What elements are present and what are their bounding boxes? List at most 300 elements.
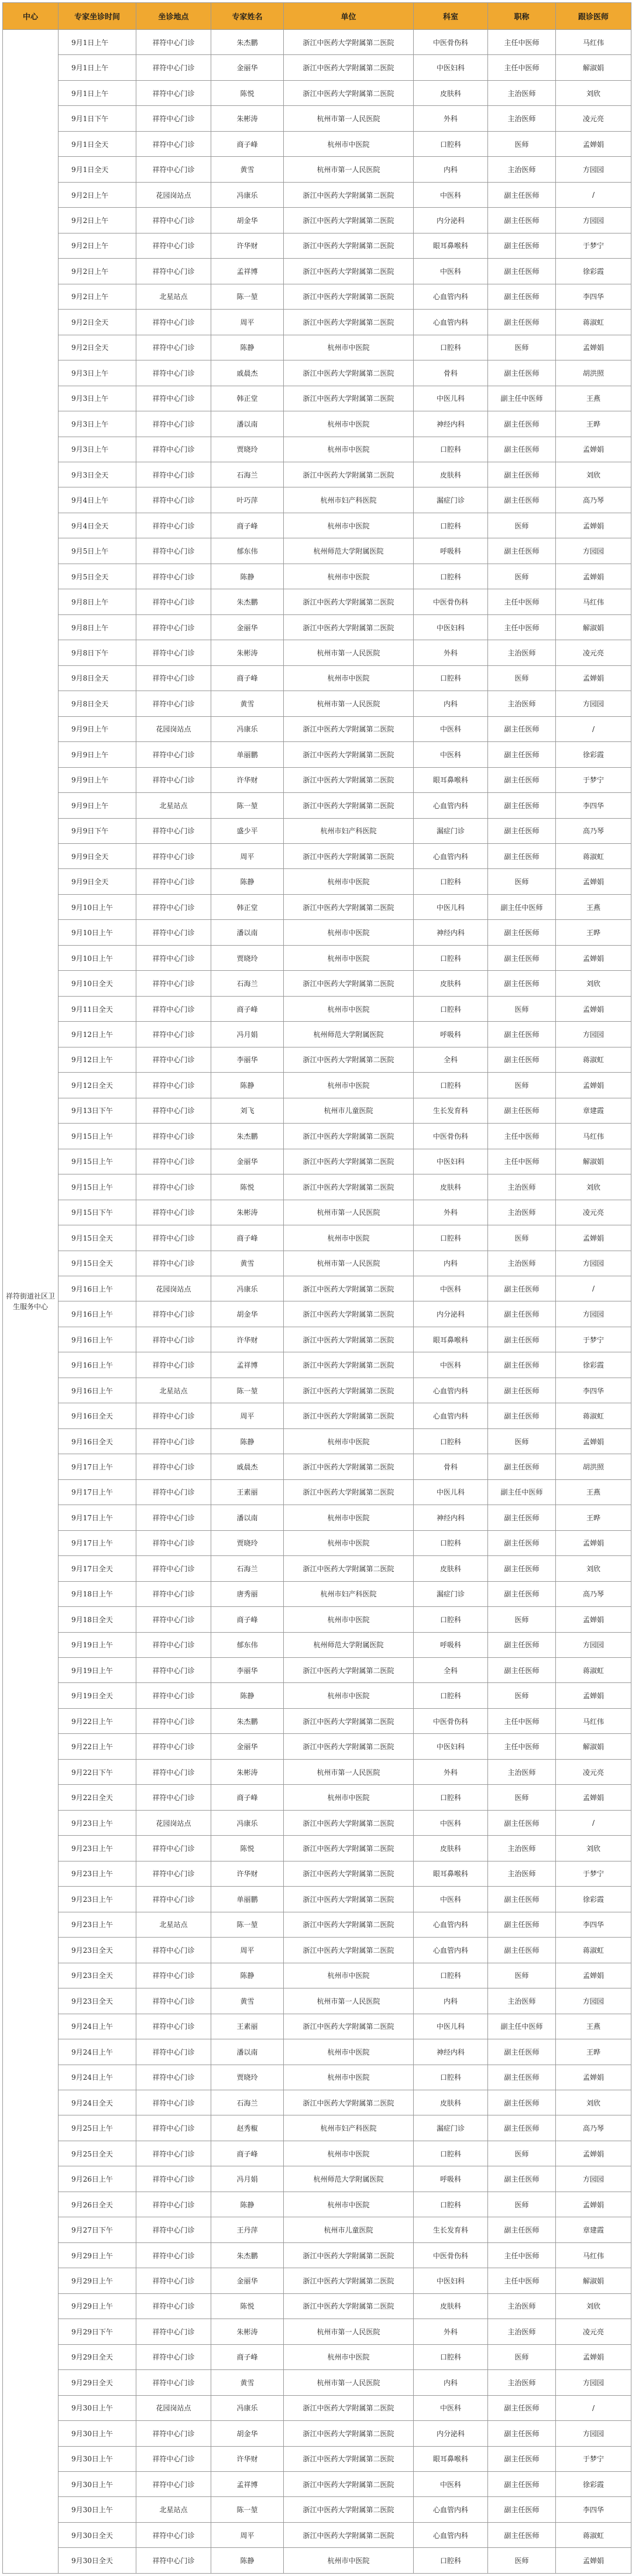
cell-location: 祥符中心门诊 (136, 2014, 211, 2039)
cell-time: 9月29日全天 (59, 2370, 136, 2395)
table-row (3, 1352, 631, 1378)
cell-time: 9月18日全天 (59, 1607, 136, 1632)
table-row (3, 665, 631, 691)
cell-location: 祥符中心门诊 (136, 411, 211, 437)
schedule-body (3, 30, 631, 2574)
cell-doctor: 马红伟 (556, 1708, 631, 1733)
cell-doctor: 于梦宁 (556, 767, 631, 792)
cell-time: 9月12日上午 (59, 1022, 136, 1047)
cell-dept: 呼吸科 (414, 1022, 488, 1047)
cell-dept: 全科 (414, 1658, 488, 1683)
table-row (3, 1479, 631, 1505)
cell-title: 主任中医师 (488, 1708, 556, 1733)
table-row (3, 1556, 631, 1581)
cell-doctor: 蒋淑虹 (556, 1938, 631, 1963)
cell-dept: 心血管内科 (414, 2522, 488, 2547)
cell-time: 9月5日全天 (59, 564, 136, 589)
table-row (3, 106, 631, 131)
cell-title: 主任中医师 (488, 1149, 556, 1174)
cell-unit: 浙江中医药大学附属第二医院 (284, 1734, 414, 1759)
cell-time: 9月3日上午 (59, 386, 136, 411)
cell-expert: 韩正堂 (211, 386, 284, 411)
cell-location: 祥符中心门诊 (136, 564, 211, 589)
cell-location: 祥符中心门诊 (136, 1352, 211, 1378)
cell-unit: 浙江中医药大学附属第二医院 (284, 1912, 414, 1937)
cell-expert: 冯康乐 (211, 2395, 284, 2420)
cell-title: 主治医师 (488, 1836, 556, 1861)
cell-expert: 冯康乐 (211, 182, 284, 207)
cell-unit: 杭州市中医院 (284, 1505, 414, 1530)
cell-title: 副主任医师 (488, 2115, 556, 2141)
cell-location: 北星站点 (136, 793, 211, 818)
table-row (3, 2522, 631, 2547)
cell-dept: 眼耳鼻喉科 (414, 767, 488, 792)
cell-dept: 神经内科 (414, 1505, 488, 1530)
cell-title: 副主任医师 (488, 742, 556, 767)
cell-dept: 外科 (414, 106, 488, 131)
cell-dept: 口腔科 (414, 1785, 488, 1810)
table-row (3, 487, 631, 513)
cell-time: 9月29日下午 (59, 2319, 136, 2344)
table-row (3, 2014, 631, 2039)
cell-dept: 漏症门诊 (414, 1581, 488, 1606)
cell-expert: 王素丽 (211, 2014, 284, 2039)
table-row (3, 1938, 631, 1963)
table-row (3, 1022, 631, 1047)
header-doctor: 跟诊医师 (556, 3, 631, 30)
cell-location: 祥符中心门诊 (136, 1581, 211, 1606)
cell-location: 祥符中心门诊 (136, 2065, 211, 2090)
cell-title: 主任中医师 (488, 55, 556, 80)
cell-unit: 杭州市第一人民医院 (284, 1988, 414, 2014)
cell-expert: 陈静 (211, 1428, 284, 1454)
table-row (3, 1149, 631, 1174)
cell-dept: 口腔科 (414, 1683, 488, 1708)
cell-expert: 陈静 (211, 2192, 284, 2217)
cell-location: 祥符中心门诊 (136, 538, 211, 564)
cell-title: 主任中医师 (488, 2242, 556, 2268)
cell-time: 9月29日全天 (59, 2344, 136, 2369)
cell-time: 9月1日下午 (59, 106, 136, 131)
cell-dept: 皮肤科 (414, 2293, 488, 2319)
cell-doctor: / (556, 1810, 631, 1835)
cell-title: 副主任医师 (488, 2039, 556, 2065)
table-row (3, 1530, 631, 1555)
cell-title: 医师 (488, 335, 556, 360)
cell-time: 9月15日全天 (59, 1225, 136, 1251)
cell-title: 主治医师 (488, 1200, 556, 1225)
cell-doctor: 方园园 (556, 691, 631, 716)
cell-unit: 杭州市第一人民医院 (284, 1759, 414, 1784)
cell-dept: 中医骨伤科 (414, 30, 488, 55)
cell-dept: 口腔科 (414, 1963, 488, 1988)
cell-doctor: 凌元亮 (556, 640, 631, 665)
cell-doctor: 高乃琴 (556, 487, 631, 513)
cell-unit: 浙江中医药大学附属第二医院 (284, 1124, 414, 1149)
table-row (3, 2192, 631, 2217)
cell-expert: 陈悦 (211, 1174, 284, 1200)
cell-doctor: 李四华 (556, 1378, 631, 1403)
cell-title: 副主任医师 (488, 1912, 556, 1937)
cell-title: 副主任医师 (488, 259, 556, 284)
cell-dept: 呼吸科 (414, 1632, 488, 1657)
cell-title: 医师 (488, 1073, 556, 1098)
cell-unit: 杭州市中医院 (284, 1683, 414, 1708)
cell-location: 祥符中心门诊 (136, 157, 211, 182)
cell-time: 9月23日全天 (59, 1963, 136, 1988)
cell-time: 9月30日上午 (59, 2497, 136, 2522)
cell-title: 主治医师 (488, 1174, 556, 1200)
cell-dept: 神经内科 (414, 2039, 488, 2065)
cell-dept: 口腔科 (414, 1428, 488, 1454)
cell-dept: 口腔科 (414, 1530, 488, 1555)
cell-doctor: 方园园 (556, 1301, 631, 1327)
table-row (3, 1073, 631, 1098)
cell-doctor: 刘欣 (556, 1556, 631, 1581)
cell-title: 副主任医师 (488, 945, 556, 970)
cell-unit: 浙江中医药大学附属第二医院 (284, 284, 414, 309)
cell-location: 祥符中心门诊 (136, 2421, 211, 2446)
cell-unit: 浙江中医药大学附属第二医院 (284, 716, 414, 741)
cell-unit: 浙江中医药大学附属第二医院 (284, 1861, 414, 1886)
cell-doctor: 刘欣 (556, 462, 631, 487)
cell-time: 9月25日全天 (59, 2141, 136, 2166)
table-row (3, 2344, 631, 2369)
cell-unit: 杭州市第一人民医院 (284, 106, 414, 131)
cell-unit: 浙江中医药大学附属第二医院 (284, 589, 414, 614)
cell-time: 9月1日上午 (59, 80, 136, 105)
cell-unit: 杭州市中医院 (284, 131, 414, 156)
cell-dept: 口腔科 (414, 2192, 488, 2217)
cell-doctor: 蒋淑虹 (556, 1047, 631, 1072)
cell-time: 9月23日上午 (59, 1861, 136, 1886)
cell-doctor: 刘欣 (556, 1836, 631, 1861)
cell-time: 9月4日上午 (59, 487, 136, 513)
cell-dept: 心血管内科 (414, 844, 488, 869)
cell-unit: 浙江中医药大学附属第二医院 (284, 1887, 414, 1912)
table-row (3, 1505, 631, 1530)
cell-location: 祥符中心门诊 (136, 589, 211, 614)
cell-title: 副主任医师 (488, 844, 556, 869)
cell-title: 医师 (488, 1428, 556, 1454)
cell-expert: 胡金华 (211, 2421, 284, 2446)
table-row (3, 1403, 631, 1428)
cell-unit: 杭州市中医院 (284, 945, 414, 970)
cell-dept: 口腔科 (414, 2344, 488, 2369)
table-row (3, 1759, 631, 1784)
cell-dept: 骨科 (414, 1454, 488, 1479)
cell-unit: 杭州市中医院 (284, 1963, 414, 1988)
cell-doctor: 孟婵娟 (556, 1963, 631, 1988)
cell-time: 9月29日上午 (59, 2242, 136, 2268)
table-row (3, 2497, 631, 2522)
table-row (3, 1683, 631, 1708)
cell-time: 9月1日上午 (59, 30, 136, 55)
cell-expert: 陈静 (211, 1073, 284, 1098)
cell-location: 祥符中心门诊 (136, 310, 211, 335)
table-row (3, 1174, 631, 1200)
cell-location: 祥符中心门诊 (136, 2319, 211, 2344)
cell-unit: 浙江中医药大学附属第二医院 (284, 1658, 414, 1683)
cell-location: 祥符中心门诊 (136, 513, 211, 538)
cell-unit: 浙江中医药大学附属第二医院 (284, 2268, 414, 2293)
cell-location: 祥符中心门诊 (136, 1658, 211, 1683)
cell-unit: 浙江中医药大学附属第二医院 (284, 259, 414, 284)
cell-unit: 浙江中医药大学附属第二医院 (284, 1403, 414, 1428)
cell-location: 祥符中心门诊 (136, 2115, 211, 2141)
cell-doctor: 王燕 (556, 1479, 631, 1505)
cell-unit: 浙江中医药大学附属第二医院 (284, 1378, 414, 1403)
cell-dept: 中医骨伤科 (414, 2242, 488, 2268)
cell-time: 9月22日上午 (59, 1734, 136, 1759)
cell-expert: 单丽鹏 (211, 742, 284, 767)
cell-title: 副主任医师 (488, 971, 556, 996)
cell-doctor: 徐彩霞 (556, 1887, 631, 1912)
schedule-table (2, 2, 631, 2574)
table-row (3, 131, 631, 156)
cell-dept: 呼吸科 (414, 2166, 488, 2192)
cell-time: 9月15日下午 (59, 1200, 136, 1225)
table-row (3, 971, 631, 996)
cell-title: 主任中医师 (488, 1124, 556, 1149)
cell-time: 9月9日上午 (59, 742, 136, 767)
cell-location: 祥符中心门诊 (136, 2141, 211, 2166)
cell-unit: 浙江中医药大学附属第二医院 (284, 1301, 414, 1327)
cell-location: 北星站点 (136, 2497, 211, 2522)
cell-time: 9月15日上午 (59, 1124, 136, 1149)
cell-expert: 冯康乐 (211, 716, 284, 741)
cell-unit: 浙江中医药大学附属第二医院 (284, 1556, 414, 1581)
cell-location: 花园岗站点 (136, 1810, 211, 1835)
cell-time: 9月23日上午 (59, 1887, 136, 1912)
cell-dept: 中医妇科 (414, 1149, 488, 1174)
cell-location: 祥符中心门诊 (136, 106, 211, 131)
cell-dept: 中医科 (414, 182, 488, 207)
cell-doctor: 孟婵娟 (556, 1073, 631, 1098)
cell-time: 9月15日全天 (59, 1251, 136, 1276)
table-row (3, 614, 631, 640)
cell-doctor: 解淑娟 (556, 614, 631, 640)
cell-time: 9月30日上午 (59, 2395, 136, 2420)
table-row (3, 55, 631, 80)
cell-location: 祥符中心门诊 (136, 462, 211, 487)
cell-time: 9月30日全天 (59, 2522, 136, 2547)
cell-unit: 杭州市中医院 (284, 564, 414, 589)
cell-time: 9月22日下午 (59, 1759, 136, 1784)
cell-doctor: 章建霞 (556, 1098, 631, 1123)
cell-unit: 杭州市中医院 (284, 437, 414, 462)
table-row (3, 2141, 631, 2166)
cell-dept: 皮肤科 (414, 2090, 488, 2115)
cell-time: 9月3日上午 (59, 411, 136, 437)
cell-title: 医师 (488, 996, 556, 1021)
cell-doctor: 王燕 (556, 2014, 631, 2039)
cell-dept: 骨科 (414, 360, 488, 386)
cell-location: 祥符中心门诊 (136, 894, 211, 919)
cell-time: 9月10日上午 (59, 945, 136, 970)
cell-doctor: 马红伟 (556, 2242, 631, 2268)
table-row (3, 640, 631, 665)
cell-title: 副主任医师 (488, 1556, 556, 1581)
cell-dept: 中医骨伤科 (414, 1708, 488, 1733)
cell-dept: 中医科 (414, 2395, 488, 2420)
cell-unit: 浙江中医药大学附属第二医院 (284, 80, 414, 105)
cell-title: 副主任医师 (488, 1022, 556, 1047)
cell-dept: 口腔科 (414, 513, 488, 538)
cell-time: 9月23日上午 (59, 1912, 136, 1937)
cell-dept: 漏症门诊 (414, 487, 488, 513)
table-row (3, 945, 631, 970)
cell-title: 副主任医师 (488, 2421, 556, 2446)
cell-title: 副主任医师 (488, 2472, 556, 2497)
cell-expert: 金丽华 (211, 1149, 284, 1174)
cell-doctor: 刘欣 (556, 2090, 631, 2115)
cell-time: 9月26日全天 (59, 2192, 136, 2217)
cell-doctor: 方园园 (556, 1988, 631, 2014)
cell-doctor: 孟婵娟 (556, 945, 631, 970)
cell-unit: 杭州市妇产科医院 (284, 1581, 414, 1606)
cell-expert: 许华财 (211, 767, 284, 792)
cell-location: 祥符中心门诊 (136, 640, 211, 665)
cell-location: 祥符中心门诊 (136, 920, 211, 945)
cell-title: 医师 (488, 2548, 556, 2574)
cell-time: 9月2日上午 (59, 233, 136, 258)
cell-expert: 陈静 (211, 1683, 284, 1708)
cell-time: 9月25日上午 (59, 2115, 136, 2141)
cell-expert: 戚晨杰 (211, 360, 284, 386)
table-row (3, 2472, 631, 2497)
cell-unit: 浙江中医药大学附属第二医院 (284, 2242, 414, 2268)
cell-title: 副主任医师 (488, 1378, 556, 1403)
cell-dept: 外科 (414, 640, 488, 665)
cell-expert: 石海兰 (211, 462, 284, 487)
cell-title: 副主任医师 (488, 538, 556, 564)
cell-time: 9月17日上午 (59, 1479, 136, 1505)
cell-title: 副主任医师 (488, 1301, 556, 1327)
cell-expert: 金丽华 (211, 55, 284, 80)
table-row (3, 462, 631, 487)
cell-unit: 杭州市中医院 (284, 2039, 414, 2065)
cell-time: 9月2日全天 (59, 335, 136, 360)
cell-location: 祥符中心门诊 (136, 614, 211, 640)
cell-time: 9月30日上午 (59, 2472, 136, 2497)
cell-location: 祥符中心门诊 (136, 742, 211, 767)
cell-time: 9月9日全天 (59, 869, 136, 894)
table-row (3, 2217, 631, 2242)
cell-location: 祥符中心门诊 (136, 1327, 211, 1352)
cell-dept: 漏症门诊 (414, 2115, 488, 2141)
cell-location: 祥符中心门诊 (136, 945, 211, 970)
cell-time: 9月24日上午 (59, 2065, 136, 2090)
cell-dept: 心血管内科 (414, 793, 488, 818)
cell-title: 医师 (488, 1607, 556, 1632)
cell-doctor: 徐彩霞 (556, 2472, 631, 2497)
cell-unit: 杭州市中医院 (284, 1530, 414, 1555)
table-row (3, 742, 631, 767)
cell-time: 9月17日全天 (59, 1556, 136, 1581)
cell-doctor: 凌元亮 (556, 1200, 631, 1225)
cell-doctor: 王晔 (556, 920, 631, 945)
table-row (3, 386, 631, 411)
cell-time: 9月2日上午 (59, 259, 136, 284)
cell-dept: 口腔科 (414, 2548, 488, 2574)
cell-dept: 皮肤科 (414, 462, 488, 487)
cell-expert: 朱彬涛 (211, 106, 284, 131)
cell-unit: 浙江中医药大学附属第二医院 (284, 2090, 414, 2115)
cell-location: 祥符中心门诊 (136, 1505, 211, 1530)
cell-dept: 中医儿科 (414, 894, 488, 919)
cell-location: 祥符中心门诊 (136, 386, 211, 411)
cell-unit: 杭州市中医院 (284, 869, 414, 894)
cell-time: 9月15日上午 (59, 1149, 136, 1174)
cell-expert: 朱彬涛 (211, 1200, 284, 1225)
cell-unit: 杭州市中医院 (284, 2192, 414, 2217)
table-row (3, 564, 631, 589)
cell-title: 副主任医师 (488, 1530, 556, 1555)
cell-title: 主任中医师 (488, 589, 556, 614)
cell-dept: 心血管内科 (414, 284, 488, 309)
cell-location: 祥符中心门诊 (136, 131, 211, 156)
cell-expert: 朱杰鹏 (211, 589, 284, 614)
cell-title: 医师 (488, 1963, 556, 1988)
cell-title: 副主任医师 (488, 2522, 556, 2547)
cell-expert: 商子峰 (211, 1607, 284, 1632)
table-row (3, 716, 631, 741)
cell-dept: 外科 (414, 1759, 488, 1784)
cell-dept: 口腔科 (414, 1607, 488, 1632)
cell-location: 祥符中心门诊 (136, 2522, 211, 2547)
cell-location: 祥符中心门诊 (136, 2472, 211, 2497)
cell-doctor: 李四华 (556, 793, 631, 818)
cell-doctor: 于梦宁 (556, 2446, 631, 2471)
cell-doctor: 解淑娟 (556, 1149, 631, 1174)
cell-location: 祥符中心门诊 (136, 1251, 211, 1276)
cell-title: 副主任医师 (488, 360, 556, 386)
cell-location: 祥符中心门诊 (136, 2166, 211, 2192)
cell-title: 副主任医师 (488, 1276, 556, 1301)
cell-expert: 黄雪 (211, 2370, 284, 2395)
cell-doctor: 解淑娟 (556, 55, 631, 80)
cell-unit: 杭州市第一人民医院 (284, 1200, 414, 1225)
cell-doctor: 马红伟 (556, 1124, 631, 1149)
cell-dept: 口腔科 (414, 2065, 488, 2090)
cell-location: 祥符中心门诊 (136, 360, 211, 386)
cell-doctor: 方园园 (556, 2166, 631, 2192)
table-row (3, 1708, 631, 1733)
cell-location: 北星站点 (136, 284, 211, 309)
cell-location: 祥符中心门诊 (136, 233, 211, 258)
header-dept: 科室 (414, 3, 488, 30)
cell-dept: 口腔科 (414, 564, 488, 589)
table-row (3, 1047, 631, 1072)
cell-doctor: 孟婵娟 (556, 2192, 631, 2217)
cell-expert: 李丽华 (211, 1047, 284, 1072)
cell-unit: 杭州市中医院 (284, 2344, 414, 2369)
cell-title: 医师 (488, 513, 556, 538)
cell-time: 9月9日下午 (59, 818, 136, 843)
cell-expert: 朱彬涛 (211, 640, 284, 665)
cell-doctor: 孟婵娟 (556, 437, 631, 462)
cell-doctor: 于梦宁 (556, 233, 631, 258)
cell-dept: 口腔科 (414, 437, 488, 462)
cell-title: 副主任医师 (488, 1887, 556, 1912)
cell-dept: 眼耳鼻喉科 (414, 233, 488, 258)
table-row (3, 2319, 631, 2344)
cell-expert: 许华财 (211, 2446, 284, 2471)
cell-dept: 生长发育科 (414, 1098, 488, 1123)
cell-expert: 陈一堃 (211, 793, 284, 818)
cell-dept: 外科 (414, 1200, 488, 1225)
